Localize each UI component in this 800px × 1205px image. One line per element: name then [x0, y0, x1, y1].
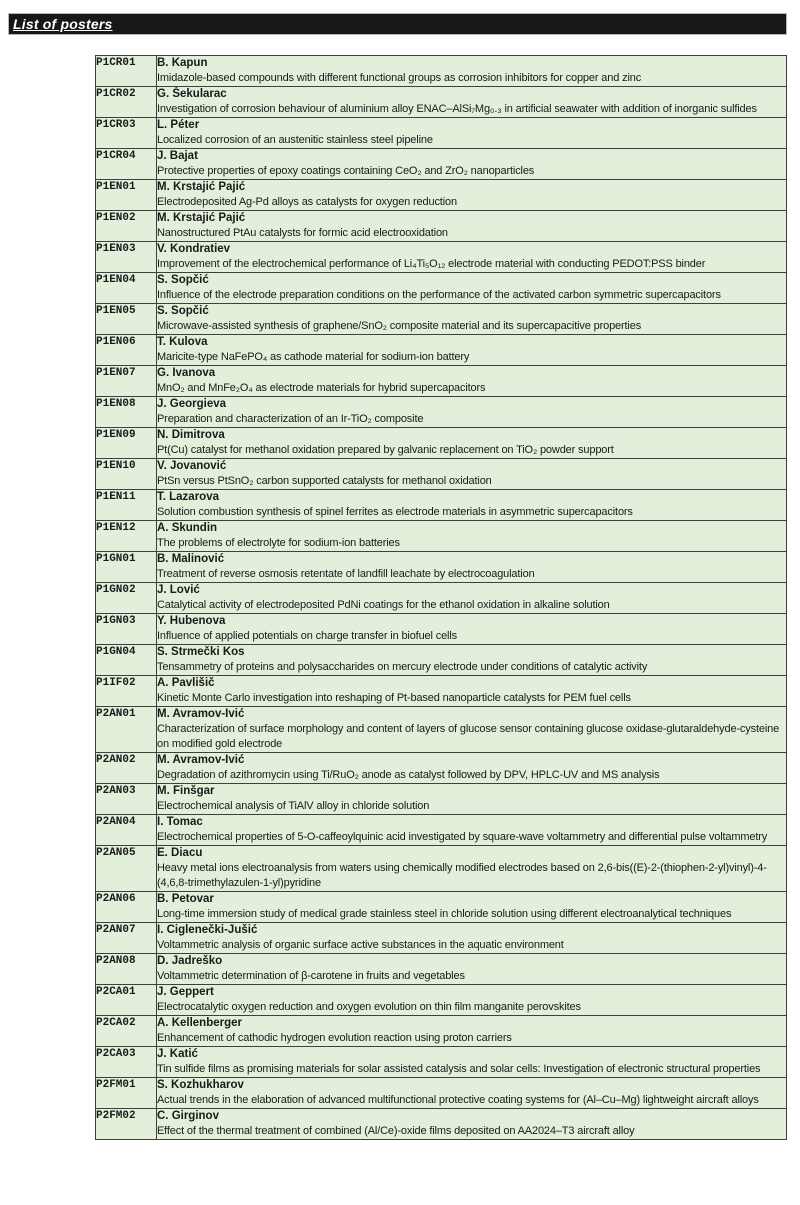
poster-author: M. Finšgar: [157, 785, 215, 797]
poster-info: [157, 707, 787, 753]
poster-author: J. Katić: [157, 1048, 198, 1060]
poster-code: P1GN04: [96, 645, 157, 676]
poster-title: Localized corrosion of an austenitic stainless steel pipeline: [157, 134, 433, 146]
poster-code: P2AN03: [96, 784, 157, 815]
poster-author: S. Kozhukharov: [157, 1079, 244, 1091]
poster-title: Influence of the electrode preparation conditions on the performance of the activated carbon symmetric supercapacitors: [157, 289, 721, 301]
table-row: [96, 1047, 787, 1078]
poster-author: V. Kondratiev: [157, 243, 231, 255]
poster-author: M. Krstajić Pajić: [157, 181, 246, 193]
poster-info: [157, 1078, 787, 1109]
poster-author: B. Kapun: [157, 57, 208, 69]
table-row: [96, 583, 787, 614]
poster-code: P1EN07: [96, 366, 157, 397]
poster-code: P1EN01: [96, 180, 157, 211]
poster-title: Investigation of corrosion behaviour of aluminium alloy ENAC–AlSi₇Mg₀.₃ in artificial seawater with addition of inorganic sulfides: [157, 103, 757, 115]
posters-table: [95, 55, 787, 1140]
poster-code: P1CR01: [96, 56, 157, 87]
table-row: [96, 118, 787, 149]
poster-author: A. Pavlišič: [157, 677, 215, 689]
poster-author: J. Geppert: [157, 986, 214, 998]
poster-info: [157, 56, 787, 87]
poster-title: Electrochemical properties of 5-O-caffeoylquinic acid investigated by square-wave voltammetry and differential pulse voltammetry: [157, 831, 768, 843]
poster-title: Improvement of the electrochemical performance of Li₄Ti₅O₁₂ electrode material with conducting PEDOT:PSS binder: [157, 258, 706, 270]
table-row: [96, 149, 787, 180]
table-row: [96, 211, 787, 242]
poster-code: P1EN03: [96, 242, 157, 273]
poster-info: [157, 614, 787, 645]
poster-title: Imidazole-based compounds with different functional groups as corrosion inhibitors for copper and zinc: [157, 72, 642, 84]
table-row: [96, 1078, 787, 1109]
poster-title: Electrocatalytic oxygen reduction and oxygen evolution on thin film manganite perovskites: [157, 1001, 581, 1013]
poster-author: S. Sopčić: [157, 274, 209, 286]
table-row: [96, 1016, 787, 1047]
poster-author: T. Kulova: [157, 336, 208, 348]
table-row: [96, 490, 787, 521]
poster-author: N. Dimitrova: [157, 429, 225, 441]
poster-title: Enhancement of cathodic hydrogen evolution reaction using proton carriers: [157, 1032, 512, 1044]
poster-code: P1GN03: [96, 614, 157, 645]
poster-code: P1IF02: [96, 676, 157, 707]
poster-code: P1EN12: [96, 521, 157, 552]
poster-title: Electrochemical analysis of TiAlV alloy in chloride solution: [157, 800, 430, 812]
poster-author: Y. Hubenova: [157, 615, 226, 627]
poster-title: Nanostructured PtAu catalysts for formic acid electrooxidation: [157, 227, 448, 239]
poster-info: [157, 428, 787, 459]
poster-code: P1CR02: [96, 87, 157, 118]
table-row: [96, 521, 787, 552]
poster-code: P1EN09: [96, 428, 157, 459]
table-row: [96, 397, 787, 428]
poster-author: J. Lović: [157, 584, 200, 596]
poster-code: P2FM02: [96, 1109, 157, 1140]
poster-title: Maricite-type NaFePO₄ as cathode material for sodium-ion battery: [157, 351, 470, 363]
poster-info: [157, 1047, 787, 1078]
poster-author: E. Diacu: [157, 847, 203, 859]
poster-info: [157, 892, 787, 923]
poster-author: J. Bajat: [157, 150, 198, 162]
poster-info: [157, 645, 787, 676]
table-row: [96, 304, 787, 335]
table-row: [96, 242, 787, 273]
poster-code: P1EN04: [96, 273, 157, 304]
poster-author: M. Avramov-Ivić: [157, 754, 245, 766]
poster-code: P1CR03: [96, 118, 157, 149]
poster-title: Electrodeposited Ag-Pd alloys as catalysts for oxygen reduction: [157, 196, 457, 208]
poster-info: [157, 335, 787, 366]
poster-author: S. Strmečki Kos: [157, 646, 245, 658]
poster-title: Kinetic Monte Carlo investigation into reshaping of Pt-based nanoparticle catalysts for PEM fuel cells: [157, 692, 631, 704]
poster-code: P1EN05: [96, 304, 157, 335]
poster-author: C. Girginov: [157, 1110, 219, 1122]
poster-info: [157, 753, 787, 784]
poster-info: [157, 242, 787, 273]
poster-code: P2AN07: [96, 923, 157, 954]
poster-title: Voltammetric analysis of organic surface active substances in the aquatic environment: [157, 939, 564, 951]
poster-code: P1EN10: [96, 459, 157, 490]
table-row: [96, 892, 787, 923]
poster-info: [157, 846, 787, 892]
poster-title: Voltammetric determination of β-carotene in fruits and vegetables: [157, 970, 465, 982]
poster-info: [157, 784, 787, 815]
poster-author: T. Lazarova: [157, 491, 219, 503]
poster-author: M. Avramov-Ivić: [157, 708, 245, 720]
poster-title: Heavy metal ions electroanalysis from waters using chemically modified electrodes based on 2,6-bis((E)-2-(thiophen-2-yl)vinyl)-4-(4,6,8-trimethylazulen-1-yl)pyridine: [157, 862, 767, 889]
poster-code: P2AN05: [96, 846, 157, 892]
poster-info: [157, 490, 787, 521]
poster-info: [157, 180, 787, 211]
poster-info: [157, 583, 787, 614]
poster-code: P1EN02: [96, 211, 157, 242]
table-row: [96, 552, 787, 583]
table-row: [96, 954, 787, 985]
table-row: [96, 459, 787, 490]
posters-table-body: [96, 56, 787, 1140]
poster-code: P1CR04: [96, 149, 157, 180]
table-row: [96, 815, 787, 846]
poster-info: [157, 397, 787, 428]
poster-code: P1EN11: [96, 490, 157, 521]
table-row: [96, 87, 787, 118]
table-row: [96, 56, 787, 87]
poster-info: [157, 923, 787, 954]
poster-code: P2AN08: [96, 954, 157, 985]
poster-author: V. Jovanović: [157, 460, 227, 472]
poster-author: B. Petovar: [157, 893, 214, 905]
poster-code: P1EN08: [96, 397, 157, 428]
table-row: [96, 985, 787, 1016]
table-row: [96, 180, 787, 211]
poster-title: Tensammetry of proteins and polysaccharides on mercury electrode under conditions of catalytic activity: [157, 661, 648, 673]
poster-info: [157, 304, 787, 335]
table-row: [96, 923, 787, 954]
poster-code: P2AN01: [96, 707, 157, 753]
poster-info: [157, 211, 787, 242]
poster-title: The problems of electrolyte for sodium-ion batteries: [157, 537, 400, 549]
page-title-bar: [8, 13, 787, 35]
poster-code: P1EN06: [96, 335, 157, 366]
poster-info: [157, 459, 787, 490]
poster-title: Catalytical activity of electrodeposited PdNi coatings for the ethanol oxidation in alkaline solution: [157, 599, 610, 611]
poster-author: L. Péter: [157, 119, 200, 131]
poster-info: [157, 1016, 787, 1047]
poster-title: Degradation of azithromycin using Ti/RuO₂ anode as catalyst followed by DPV, HPLC-UV and MS analysis: [157, 769, 660, 781]
poster-author: B. Malinović: [157, 553, 225, 565]
poster-code: P2CA03: [96, 1047, 157, 1078]
poster-code: P2FM01: [96, 1078, 157, 1109]
table-row: [96, 273, 787, 304]
poster-author: A. Skundin: [157, 522, 218, 534]
poster-info: [157, 1109, 787, 1140]
poster-title: Actual trends in the elaboration of advanced multifunctional protective coating systems for (Al–Cu–Mg) lightweight aircraft alloys: [157, 1094, 759, 1106]
table-row: [96, 753, 787, 784]
poster-code: P2AN02: [96, 753, 157, 784]
poster-title: Microwave-assisted synthesis of graphene/SnO₂ composite material and its supercapacitive properties: [157, 320, 642, 332]
table-row: [96, 784, 787, 815]
table-row: [96, 366, 787, 397]
poster-info: [157, 149, 787, 180]
poster-title: PtSn versus PtSnO₂ carbon supported catalysts for methanol oxidation: [157, 475, 492, 487]
poster-title: Protective properties of epoxy coatings containing CeO₂ and ZrO₂ nanoparticles: [157, 165, 535, 177]
poster-author: I. Tomac: [157, 816, 203, 828]
table-row: [96, 707, 787, 753]
poster-author: I. Ciglenečki-Jušić: [157, 924, 258, 936]
poster-code: P1GN01: [96, 552, 157, 583]
poster-author: G. Šekularac: [157, 88, 227, 100]
poster-info: [157, 815, 787, 846]
poster-title: Solution combustion synthesis of spinel ferrites as electrode materials in asymmetric supercapacitors: [157, 506, 633, 518]
poster-title: Effect of the thermal treatment of combined (Al/Ce)-oxide films deposited on AA2024–T3 aircraft alloy: [157, 1125, 635, 1137]
poster-title: Long-time immersion study of medical grade stainless steel in chloride solution using different electroanalytical techniques: [157, 908, 732, 920]
poster-code: P2AN04: [96, 815, 157, 846]
poster-author: M. Krstajić Pajić: [157, 212, 246, 224]
table-row: [96, 614, 787, 645]
poster-code: P2CA01: [96, 985, 157, 1016]
table-row: [96, 335, 787, 366]
poster-author: J. Georgieva: [157, 398, 227, 410]
table-row: [96, 846, 787, 892]
poster-title: Influence of applied potentials on charge transfer in biofuel cells: [157, 630, 457, 642]
table-row: [96, 1109, 787, 1140]
poster-author: D. Jadreško: [157, 955, 223, 967]
poster-info: [157, 118, 787, 149]
page-title: List of posters: [13, 16, 113, 32]
poster-info: [157, 87, 787, 118]
poster-info: [157, 521, 787, 552]
poster-code: P2AN06: [96, 892, 157, 923]
poster-title: MnO₂ and MnFe₂O₄ as electrode materials for hybrid supercapacitors: [157, 382, 486, 394]
table-row: [96, 428, 787, 459]
table-row: [96, 645, 787, 676]
poster-title: Treatment of reverse osmosis retentate of landfill leachate by electrocoagulation: [157, 568, 535, 580]
poster-author: G. Ivanova: [157, 367, 216, 379]
poster-author: S. Sopčić: [157, 305, 209, 317]
poster-info: [157, 273, 787, 304]
poster-code: P2CA02: [96, 1016, 157, 1047]
poster-title: Pt(Cu) catalyst for methanol oxidation prepared by galvanic replacement on TiO₂ powder support: [157, 444, 614, 456]
poster-author: A. Kellenberger: [157, 1017, 242, 1029]
poster-info: [157, 676, 787, 707]
poster-code: P1GN02: [96, 583, 157, 614]
poster-info: [157, 552, 787, 583]
poster-info: [157, 954, 787, 985]
poster-info: [157, 366, 787, 397]
poster-info: [157, 985, 787, 1016]
poster-title: Tin sulfide films as promising materials for solar assisted catalysis and solar cells: Investigation of electronic structural properties: [157, 1063, 761, 1075]
poster-title: Preparation and characterization of an Ir-TiO₂ composite: [157, 413, 424, 425]
poster-title: Characterization of surface morphology and content of layers of glucose sensor containing glucose oxidase-glutaraldehyde-cysteine on modified gold electrode: [157, 723, 780, 750]
table-row: [96, 676, 787, 707]
